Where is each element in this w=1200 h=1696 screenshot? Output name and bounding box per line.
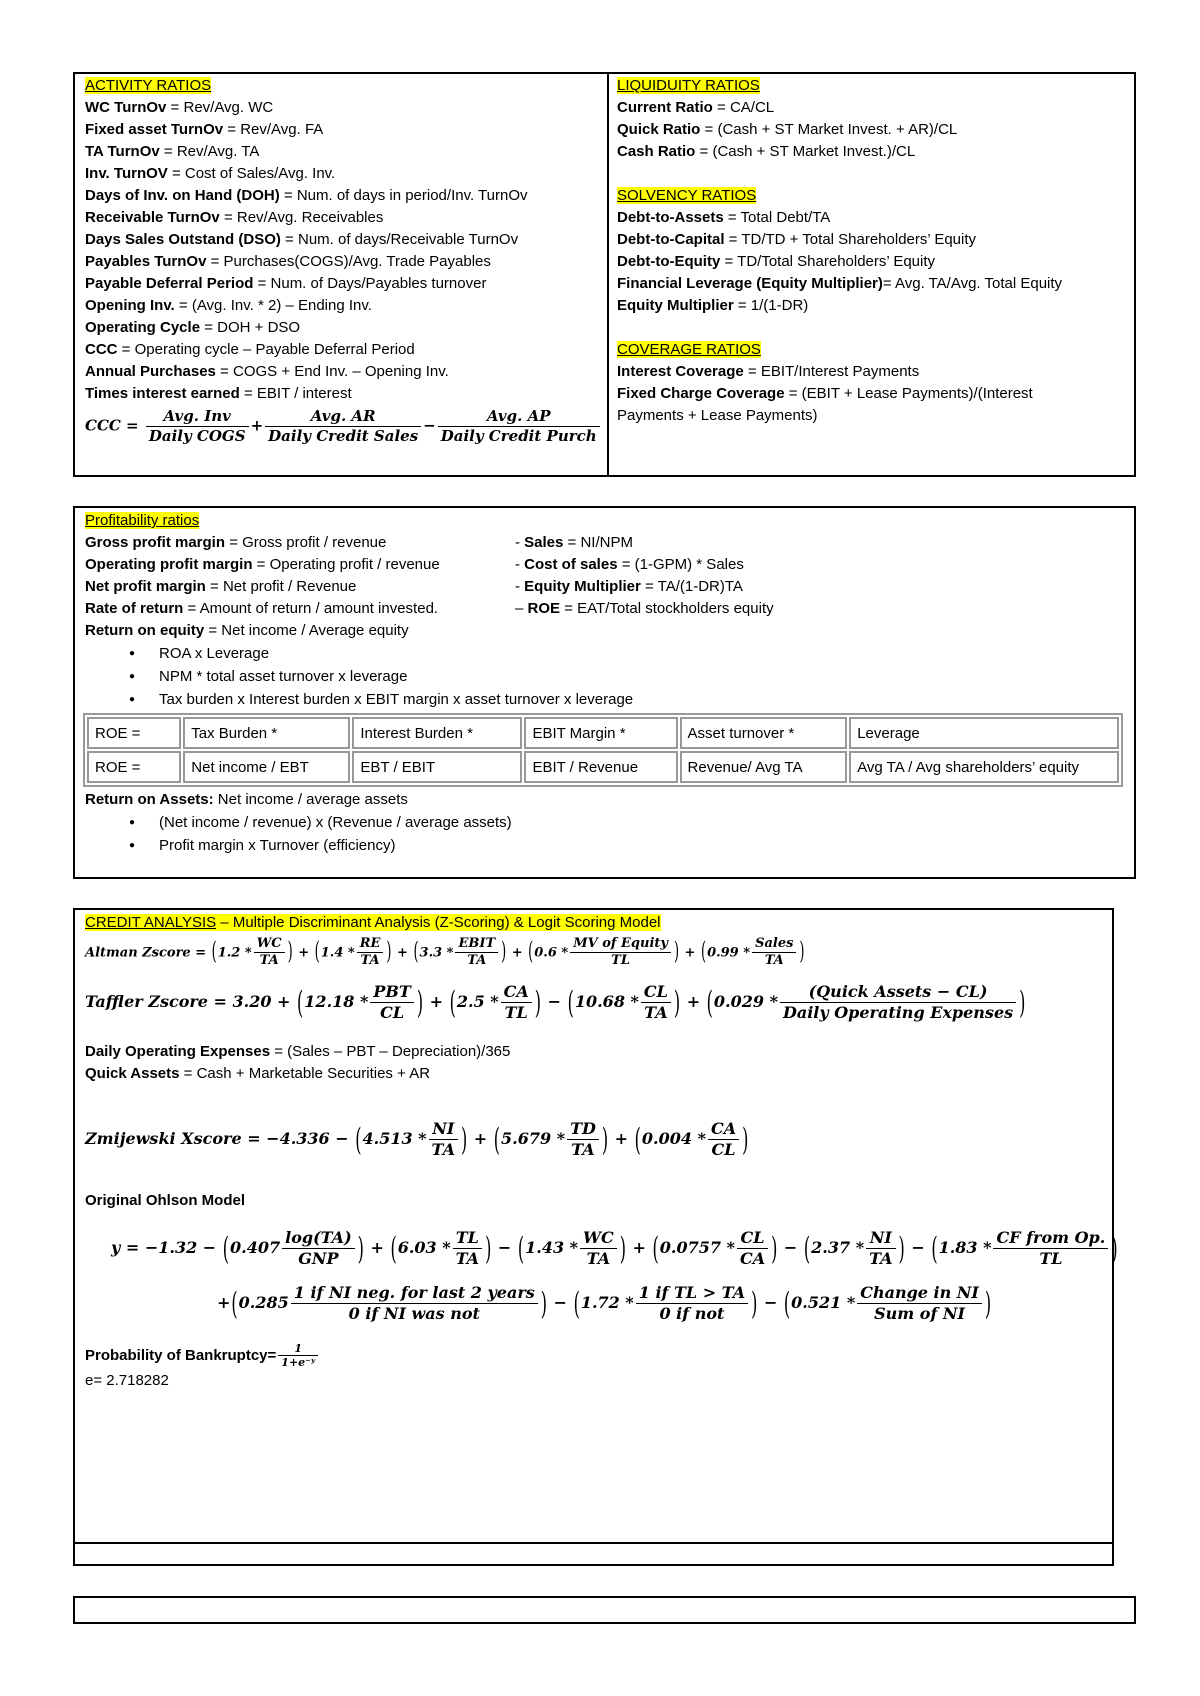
profitability-term: Gross profit margin — [85, 534, 226, 551]
profitability-definition: = Net profit / Revenue — [205, 578, 357, 595]
activity-definition: = Purchases(COGS)/Avg. Trade Payables — [206, 253, 491, 270]
activity-item — [85, 163, 605, 185]
activity-item — [85, 207, 605, 229]
activity-item — [85, 383, 605, 405]
activity-term: Payable Deferral Period — [85, 275, 254, 292]
table-cell: EBIT / Revenue — [524, 751, 677, 783]
liquidity-term: Quick Ratio — [617, 121, 701, 138]
activity-item — [85, 295, 605, 317]
solvency-definition: = TD/Total Shareholders’ Equity — [720, 253, 936, 270]
solvency-item — [617, 251, 1132, 273]
activity-item — [85, 339, 605, 361]
ratios-divider — [607, 74, 609, 475]
solvency-definition: = TD/TD + Total Shareholders’ Equity — [724, 231, 977, 248]
coverage-item — [617, 405, 1132, 427]
activity-term: Operating Cycle — [85, 319, 201, 336]
activity-definition: = Cost of Sales/Avg. Inv. — [167, 165, 336, 182]
coverage-item — [617, 383, 1132, 405]
credit-heading-line — [85, 912, 1110, 934]
table-cell: Interest Burden * — [352, 717, 522, 749]
credit-def-term: Daily Operating Expenses — [85, 1042, 271, 1060]
activity-definition: = Rev/Avg. WC — [166, 99, 274, 116]
roe-bullet: ● Tax burden x Interest burden x EBIT margin x asset turnover x leverage — [85, 688, 1130, 711]
ratios-box — [73, 72, 1136, 477]
activity-definition: = EBIT / interest — [239, 385, 352, 402]
activity-item — [85, 251, 605, 273]
coverage-item — [617, 361, 1132, 383]
ccc-op-minus: − — [423, 416, 436, 435]
profitability-derived-term: Equity Multiplier — [524, 578, 641, 595]
solvency-term: Debt-to-Assets — [617, 209, 724, 226]
ccc-frac-ar: $\frac{\text{Avg. AR}}{\text{Daily Credit Sales}}$ — [265, 407, 421, 446]
liquidity-term: Current Ratio — [617, 99, 713, 116]
activity-item — [85, 273, 605, 295]
profitability-term: Operating profit margin — [85, 556, 253, 573]
credit-def-definition: = Cash + Marketable Securities + AR — [179, 1064, 431, 1082]
table-cell: Net income / EBT — [183, 751, 350, 783]
activity-definition: = (Avg. Inv. * 2) – Ending Inv. — [174, 297, 372, 314]
activity-definition: = Num. of days/Receivable TurnOv — [280, 231, 519, 248]
solvency-term: Debt-to-Capital — [617, 231, 725, 248]
profitability-term: Net profit margin — [85, 578, 206, 595]
table-cell: Asset turnover * — [680, 717, 848, 749]
activity-term: Fixed asset TurnOv — [85, 121, 224, 138]
activity-term: Days Sales Outstand (DSO) — [85, 231, 281, 248]
ccc-frac-inv: $\frac{\text{Avg. Inv}}{\text{Daily COGS}}$ — [146, 407, 249, 446]
solvency-definition: = 1/(1-DR) — [733, 297, 809, 314]
prob-bankruptcy: Probability of Bankruptcy= $\frac{1}{\text{1+e⁻ʸ}}$ — [85, 1342, 1110, 1371]
activity-item — [85, 361, 605, 383]
liquidity-definition: = (Cash + ST Market Invest. + AR)/CL — [700, 121, 958, 138]
liquidity-heading: LIQUIDUITY RATIOS — [617, 77, 760, 94]
solvency-definition: = Avg. TA/Avg. Total Equity — [882, 275, 1063, 292]
liquidity-definition: = (Cash + ST Market Invest.)/CL — [695, 143, 916, 160]
profitability-heading: Profitability ratios — [85, 512, 200, 529]
coverage-definition: Payments + Lease Payments) — [617, 407, 818, 424]
solvency-item — [617, 273, 1132, 295]
table-row — [87, 751, 1119, 783]
solvency-item — [617, 295, 1132, 317]
activity-definition: = DOH + DSO — [200, 319, 301, 336]
coverage-heading: COVERAGE RATIOS — [617, 341, 761, 358]
roe-bullet: ● NPM * total asset turnover x leverage — [85, 665, 1130, 688]
zmijewski-formula: Zmijewski Xscore = −4.336 − (4.513 * $\frac{NI}{TA}$ ) + (5.679 * $\frac{TD}{TA}$ ) + (0.004 * $\frac{CA}{CL}$ ) — [85, 1118, 749, 1159]
credit-def-term: Quick Assets — [85, 1064, 180, 1082]
profitability-definition: = Gross profit / revenue — [225, 534, 387, 551]
activity-term: Annual Purchases — [85, 363, 216, 380]
solvency-definition: = Total Debt/TA — [723, 209, 831, 226]
profitability-derived-item: - Sales = NI/NPM — [515, 534, 633, 551]
table-cell: ROE = — [87, 751, 181, 783]
coverage-term: Interest Coverage — [617, 363, 744, 380]
coverage-term: Fixed Charge Coverage — [617, 385, 785, 402]
table-cell: EBT / EBIT — [352, 751, 522, 783]
table-cell: EBIT Margin * — [524, 717, 677, 749]
credit-def-item — [85, 1041, 1110, 1063]
activity-definition: = Rev/Avg. TA — [159, 143, 260, 160]
profitability-derived-definition: = TA/(1-DR)TA — [640, 578, 743, 595]
credit-def-definition: = (Sales – PBT – Depreciation)/365 — [270, 1042, 511, 1060]
liquidity-section — [617, 75, 1132, 427]
solvency-heading: SOLVENCY RATIOS — [617, 187, 757, 204]
solvency-item — [617, 207, 1132, 229]
activity-item — [85, 317, 605, 339]
liquidity-item — [617, 141, 1132, 163]
activity-item — [85, 185, 605, 207]
activity-term: Opening Inv. — [85, 297, 175, 314]
roe-bullet: ● ROA x Leverage — [85, 642, 1130, 665]
roa-bullet: ● Profit margin x Turnover (efficiency) — [85, 834, 1130, 857]
profitability-definition: = Operating profit / revenue — [252, 556, 440, 573]
credit-heading: CREDIT ANALYSIS — [85, 914, 217, 931]
profitability-derived-term: ROE — [527, 600, 561, 617]
liquidity-definition: = CA/CL — [712, 99, 775, 116]
roa-bullet: ● (Net income / revenue) x (Revenue / average assets) — [85, 811, 1130, 834]
ohlson-formula-line1: y = −1.32 − (0.407 $\frac{\log(TA)}{\text{GNP}}$ ) + (6.03 * $\frac{TL}{TA}$ ) − (1.43 * $\frac{WC}{TA}$ ) + (0.0757 * $\frac{CL}{CA}$ ) − (2.37 * $\frac{NI}{TA}$ ) − (1.83 * $\frac{\text{CF from Op.}}{TL}$ ) — [111, 1227, 1118, 1268]
ccc-formula — [85, 407, 605, 446]
solvency-term: Financial Leverage (Equity Multiplier) — [617, 275, 883, 292]
activity-item — [85, 119, 605, 141]
profitability-derived-item: - Cost of sales = (1-GPM) * Sales — [515, 556, 744, 573]
profitability-derived-definition: = EAT/Total stockholders equity — [560, 600, 774, 617]
activity-term: Receivable TurnOv — [85, 209, 220, 226]
activity-definition: = Num. of days in period/Inv. TurnOv — [279, 187, 528, 204]
profitability-derived-definition: = (1-GPM) * Sales — [617, 556, 744, 573]
liquidity-term: Cash Ratio — [617, 143, 696, 160]
roa-line: Return on Assets: Net income / average assets — [85, 791, 408, 808]
activity-item — [85, 141, 605, 163]
altman-formula: Altman Zscore = (1.2 * $\frac{WC}{TA}$ ) + (1.4 * $\frac{RE}{TA}$ ) + (3.3 * $\frac{\text{EBIT}}{TA}$ ) + (0.6 * $\frac{\text{MV of Equity}}{TL}$ ) + (0.99 * $\frac{\text{Sales}}{TA}$ ) — [85, 936, 805, 969]
credit-subheading: – Multiple Discriminant Analysis (Z-Scoring) & Logit Scoring Model — [216, 914, 661, 931]
activity-item — [85, 229, 605, 251]
credit-def-item — [85, 1063, 1110, 1085]
roe-table — [83, 713, 1123, 787]
liquidity-item — [617, 97, 1132, 119]
ccc-frac-ap: $\frac{\text{Avg. AP}}{\text{Daily Credit Purch}}$ — [438, 407, 600, 446]
ohlson-title: Original Ohlson Model — [85, 1191, 246, 1209]
profitability-term: Return on equity — [85, 622, 205, 639]
activity-definition: = Operating cycle – Payable Deferral Period — [117, 341, 415, 358]
table-cell: Leverage — [849, 717, 1119, 749]
activity-term: CCC — [85, 341, 118, 358]
table-cell: ROE = — [87, 717, 181, 749]
activity-term: Days of Inv. on Hand (DOH) — [85, 187, 280, 204]
coverage-definition: = EBIT/Interest Payments — [743, 363, 920, 380]
prob-frac: $\frac{1}{\text{1+e⁻ʸ}}$ — [278, 1342, 318, 1371]
solvency-item — [617, 229, 1132, 251]
activity-definition: = COGS + End Inv. – Opening Inv. — [215, 363, 449, 380]
profitability-definition: = Amount of return / amount invested. — [183, 600, 439, 617]
credit-bottom-divider — [75, 1542, 1112, 1544]
ohlson-formula-line2: +(0.285 $\frac{\text{1 if NI neg. for last 2 years}}{\text{0 if NI was not}}$ ) − (1.72 * $\frac{\text{1 if TL > TA}}{\text{0 if not}}$ ) − (0.521 * $\frac{\text{Change in NI}}{\text{Sum of NI}}$ ) — [217, 1282, 992, 1323]
profitability-derived-term: Cost of sales — [524, 556, 618, 573]
profitability-item — [85, 620, 1130, 642]
activity-term: Times interest earned — [85, 385, 240, 402]
ccc-lhs: CCC = — [85, 416, 139, 435]
empty-box — [73, 1596, 1136, 1624]
activity-definition: = Num. of Days/Payables turnover — [253, 275, 487, 292]
profitability-derived-definition: = NI/NPM — [563, 534, 633, 551]
taffler-formula: Taffler Zscore = 3.20 + (12.18 * $\frac{\text{PBT}}{CL}$ ) + (2.5 * $\frac{CA}{TL}$ ) − (10.68 * $\frac{CL}{TA}$ ) + (0.029 * $\frac{\text{(Quick Assets − CL)}}{\text{Daily Operating Expenses}}$ ) — [85, 981, 1026, 1022]
table-cell: Revenue/ Avg TA — [680, 751, 848, 783]
solvency-term: Debt-to-Equity — [617, 253, 721, 270]
activity-term: Payables TurnOv — [85, 253, 207, 270]
profitability-box — [73, 506, 1136, 879]
activity-item — [85, 97, 605, 119]
coverage-definition: = (EBIT + Lease Payments)/(Interest — [784, 385, 1033, 402]
solvency-term: Equity Multiplier — [617, 297, 734, 314]
profitability-term: Rate of return — [85, 600, 184, 617]
profitability-definition: = Net income / Average equity — [204, 622, 409, 639]
activity-section — [85, 75, 605, 446]
table-cell: Tax Burden * — [183, 717, 350, 749]
table-row — [87, 717, 1119, 749]
profitability-derived-item: - Equity Multiplier = TA/(1-DR)TA — [515, 578, 743, 595]
activity-term: WC TurnOv — [85, 99, 167, 116]
liquidity-item — [617, 119, 1132, 141]
activity-term: TA TurnOv — [85, 143, 160, 160]
activity-definition: = Rev/Avg. Receivables — [219, 209, 384, 226]
activity-definition: = Rev/Avg. FA — [223, 121, 324, 138]
credit-analysis-box — [73, 908, 1118, 1566]
ccc-op-plus: + — [250, 416, 264, 435]
table-cell: Avg TA / Avg shareholders’ equity — [849, 751, 1119, 783]
e-value: e= 2.718282 — [85, 1372, 169, 1389]
profitability-derived-term: Sales — [524, 534, 564, 551]
activity-heading: ACTIVITY RATIOS — [85, 77, 212, 94]
activity-term: Inv. TurnOV — [85, 165, 168, 182]
profitability-derived-item: – ROE = EAT/Total stockholders equity — [515, 600, 774, 617]
